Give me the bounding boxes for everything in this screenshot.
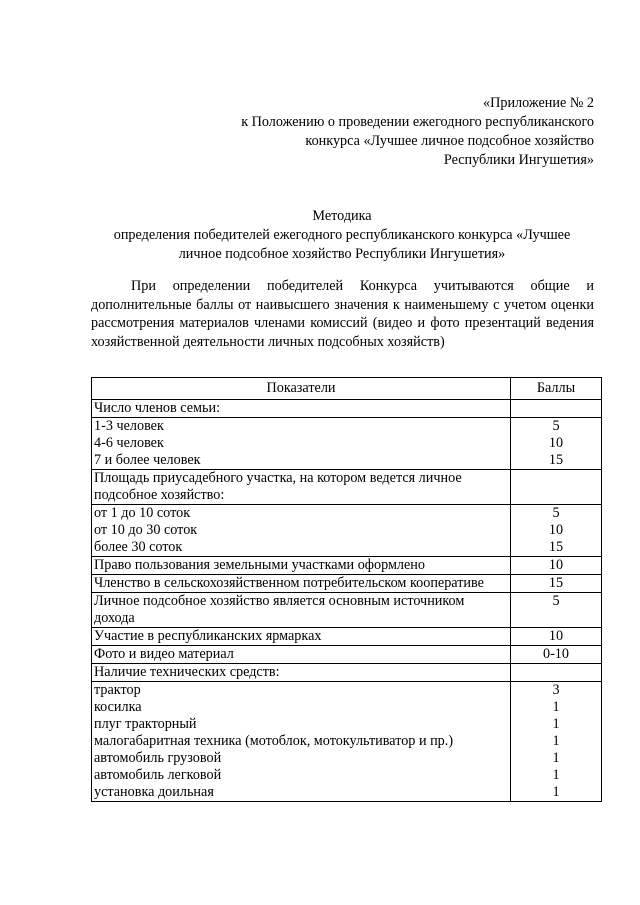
- table-row: [92, 593, 602, 628]
- list-item: от 1 до 10 соток: [94, 505, 191, 521]
- table-row: [92, 400, 602, 418]
- list-item: автомобиль грузовой: [94, 750, 222, 766]
- indicator-cell: Право пользования земельными участками оформлено: [92, 557, 511, 575]
- list-item: 4-6 человек: [94, 435, 164, 451]
- list-item: трактор: [94, 682, 141, 698]
- group-header: Площадь приусадебного участка, на котором ведется личное подсобное хозяйство:: [92, 470, 511, 505]
- points-cell: 5: [511, 593, 602, 628]
- indicator-cell: Личное подсобное хозяйство является основным источником дохода: [92, 593, 511, 628]
- points-cell: 10: [511, 628, 602, 646]
- criteria-table: [91, 377, 602, 802]
- indicator-cell: Членство в сельскохозяйственном потребительском кооперативе: [92, 575, 511, 593]
- intro-text: При определении победителей Конкурса учитываются общие и дополнительные баллы от наивысшего значения к наименьшему с учетом оценки рассмотрения материалов членами комиссий (видео и фото презентаций ведения хозяйственной деятельности личных подсобных хозяйств): [91, 278, 594, 350]
- points-value: 15: [548, 452, 564, 468]
- points-value: 1: [552, 699, 560, 715]
- indicator-cell: Участие в республиканских ярмарках: [92, 628, 511, 646]
- list-item: от 10 до 30 соток: [94, 522, 198, 538]
- points-value: 1: [552, 767, 560, 783]
- indicator-cell: [92, 505, 511, 557]
- list-item: более 30 соток: [94, 539, 183, 555]
- points-value: 1: [552, 733, 560, 749]
- points-value: 3: [552, 682, 560, 698]
- table-row: [92, 682, 602, 802]
- points-value: 5: [552, 505, 560, 521]
- table-header-row: [92, 378, 602, 400]
- list-item: косилка: [94, 699, 142, 715]
- points-value: 10: [548, 435, 564, 451]
- title-heading: Методика: [312, 208, 372, 224]
- points-value: 10: [548, 522, 564, 538]
- table-row: [92, 628, 602, 646]
- table-row: [92, 418, 602, 470]
- intro-paragraph: [91, 277, 594, 351]
- points-cell: [511, 418, 602, 470]
- title-line: определения победителей ежегодного республиканского конкурса «Лучшее: [113, 227, 571, 243]
- list-item: плуг тракторный: [94, 716, 197, 732]
- empty-cell: [511, 664, 602, 682]
- table-row: [92, 664, 602, 682]
- points-header: Баллы: [511, 378, 602, 400]
- table-row: [92, 557, 602, 575]
- list-item: автомобиль легковой: [94, 767, 222, 783]
- empty-cell: [511, 400, 602, 418]
- empty-cell: [511, 470, 602, 505]
- document-title: [90, 207, 594, 264]
- group-header: Число членов семьи:: [92, 400, 511, 418]
- points-value: 1: [552, 784, 560, 800]
- appendix-line: к Положению о проведении ежегодного республиканского: [241, 114, 594, 130]
- indicator-cell: [92, 418, 511, 470]
- points-value: 1: [552, 716, 560, 732]
- group-header: Наличие технических средств:: [92, 664, 511, 682]
- points-cell: 15: [511, 575, 602, 593]
- indicator-header: Показатели: [92, 378, 511, 400]
- title-line: личное подсобное хозяйство Республики Ингушетия»: [178, 246, 506, 262]
- points-value: 15: [548, 539, 564, 555]
- appendix-line: «Приложение № 2: [483, 95, 594, 111]
- indicator-cell: [92, 682, 511, 802]
- appendix-line: Республики Ингушетия»: [443, 152, 594, 168]
- table-row: [92, 470, 602, 505]
- list-item: установка доильная: [94, 784, 214, 800]
- points-value: 5: [552, 418, 560, 434]
- points-cell: [511, 682, 602, 802]
- points-value: 1: [552, 750, 560, 766]
- list-item: 1-3 человек: [94, 418, 164, 434]
- appendix-line: конкурса «Лучшее личное подсобное хозяйство: [305, 133, 594, 149]
- points-cell: [511, 505, 602, 557]
- points-cell: 10: [511, 557, 602, 575]
- list-item: малогабаритная техника (мотоблок, мотокультиватор и пр.): [94, 733, 454, 749]
- points-cell: 0-10: [511, 646, 602, 664]
- table-row: [92, 575, 602, 593]
- appendix-header: [241, 94, 594, 170]
- list-item: 7 и более человек: [94, 452, 201, 468]
- table-row: [92, 646, 602, 664]
- table-row: [92, 505, 602, 557]
- indicator-cell: Фото и видео материал: [92, 646, 511, 664]
